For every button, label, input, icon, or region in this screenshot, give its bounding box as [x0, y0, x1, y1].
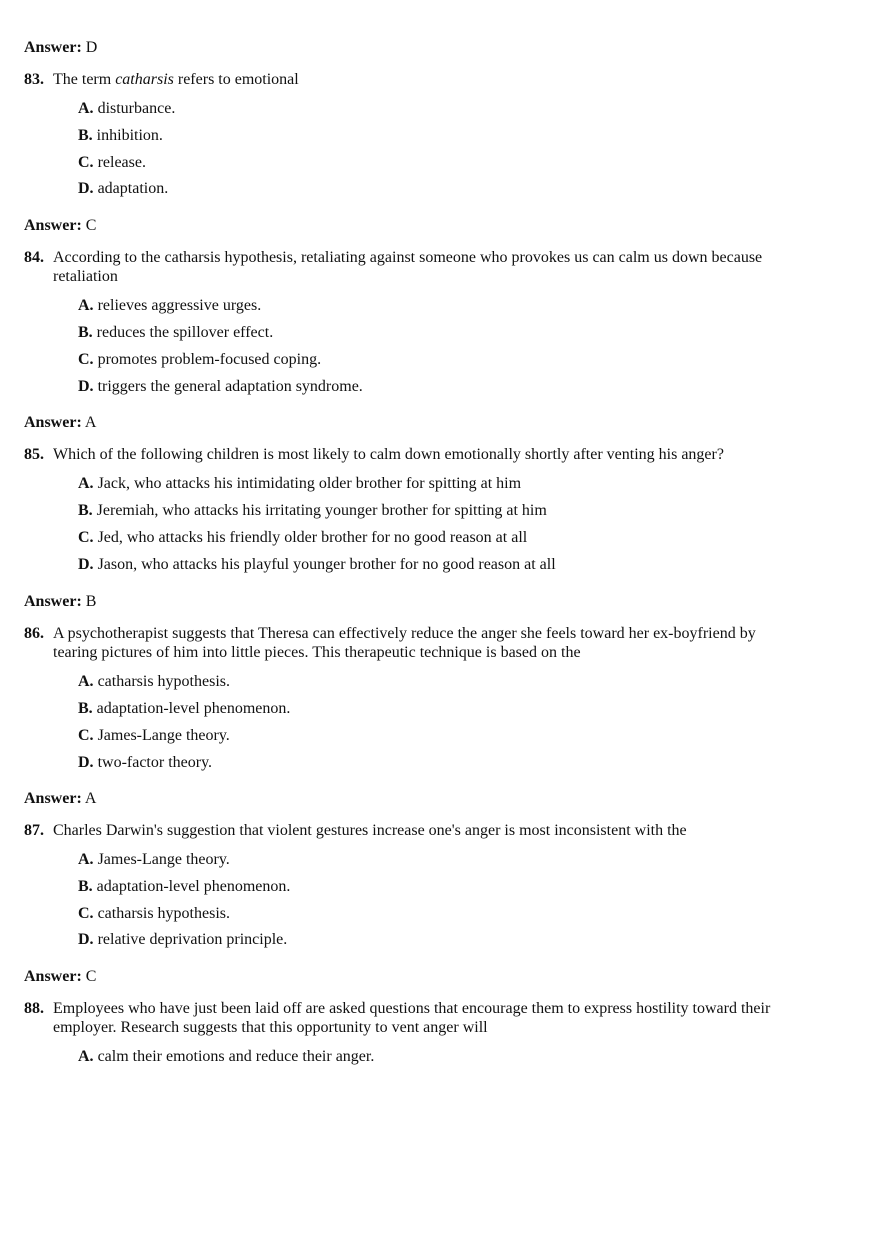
option-b	[78, 877, 290, 896]
answer-line	[24, 216, 96, 235]
answer-value: B	[85, 593, 97, 610]
option-b	[78, 323, 273, 342]
question-text: Employees who have just been laid off are asked questions that encourage them to express hostility toward their	[53, 1000, 771, 1017]
question-text: The term	[53, 71, 116, 88]
option-letter: A.	[78, 100, 94, 117]
option-letter: A.	[78, 673, 94, 690]
answer-value: C	[85, 217, 97, 234]
question-87	[24, 821, 869, 840]
option-letter: D.	[78, 180, 94, 197]
option-text: adaptation-level phenomenon.	[96, 700, 291, 717]
option-letter: C.	[78, 154, 94, 171]
option-text: two-factor theory.	[97, 754, 213, 771]
question-text: Charles Darwin's suggestion that violent gestures increase one's anger is most inconsistent with the	[53, 822, 687, 839]
question-number: 83.	[24, 71, 44, 88]
option-b	[78, 501, 547, 520]
option-a	[78, 296, 261, 315]
option-letter: B.	[78, 502, 93, 519]
answer-value: A	[84, 414, 97, 431]
option-text: adaptation-level phenomenon.	[96, 878, 291, 895]
question-number: 87.	[24, 822, 44, 839]
option-c	[78, 528, 527, 547]
question-text: According to the catharsis hypothesis, retaliating against someone who provokes us can calm us down because	[53, 249, 763, 266]
answer-line	[24, 789, 96, 808]
option-d	[78, 930, 287, 949]
option-letter: D.	[78, 556, 94, 573]
question-84-line-2	[24, 267, 869, 286]
option-c	[78, 904, 230, 923]
option-text: calm their emotions and reduce their anger.	[97, 1048, 375, 1065]
option-text: catharsis hypothesis.	[97, 673, 230, 690]
question-text: A psychotherapist suggests that Theresa can effectively reduce the anger she feels toward her ex-boyfriend by	[53, 625, 756, 642]
question-text-continued: employer. Research suggests that this opportunity to vent anger will	[53, 1019, 488, 1036]
option-letter: B.	[78, 700, 93, 717]
answer-line	[24, 413, 96, 432]
option-text: promotes problem-focused coping.	[97, 351, 322, 368]
option-c	[78, 726, 230, 745]
option-text: catharsis hypothesis.	[97, 905, 230, 922]
answer-label: Answer:	[24, 593, 82, 610]
option-a	[78, 672, 230, 691]
question-number: 84.	[24, 249, 44, 266]
option-letter: C.	[78, 727, 94, 744]
question-text-continued: refers to emotional	[173, 71, 299, 88]
option-text: triggers the general adaptation syndrome.	[97, 378, 363, 395]
option-text: adaptation.	[97, 180, 169, 197]
question-83	[24, 70, 869, 89]
option-letter: C.	[78, 905, 94, 922]
option-text: release.	[97, 154, 146, 171]
option-a	[78, 850, 230, 869]
option-text: Jeremiah, who attacks his irritating younger brother for spitting at him	[96, 502, 547, 519]
option-letter: D.	[78, 378, 94, 395]
question-84	[24, 248, 869, 267]
option-text: James-Lange theory.	[97, 727, 230, 744]
answer-label: Answer:	[24, 414, 82, 431]
option-letter: B.	[78, 878, 93, 895]
question-88-line-2	[24, 1018, 869, 1037]
answer-line	[24, 967, 96, 986]
option-text: reduces the spillover effect.	[96, 324, 274, 341]
option-letter: C.	[78, 529, 94, 546]
option-text: disturbance.	[97, 100, 176, 117]
question-text: Which of the following children is most likely to calm down emotionally shortly after venting his anger?	[53, 446, 724, 463]
answer-label: Answer:	[24, 968, 82, 985]
answer-label: Answer:	[24, 39, 82, 56]
question-86-line-2	[24, 643, 869, 662]
option-letter: A.	[78, 1048, 94, 1065]
question-text-continued: tearing pictures of him into little pieces. This therapeutic technique is based on the	[53, 644, 581, 661]
question-number: 88.	[24, 1000, 44, 1017]
option-letter: D.	[78, 754, 94, 771]
answer-label: Answer:	[24, 217, 82, 234]
option-d	[78, 753, 212, 772]
question-number: 86.	[24, 625, 44, 642]
option-letter: C.	[78, 351, 94, 368]
option-b	[78, 699, 290, 718]
option-text: inhibition.	[96, 127, 163, 144]
option-d	[78, 377, 363, 396]
option-b	[78, 126, 163, 145]
option-letter: B.	[78, 127, 93, 144]
option-text: Jason, who attacks his playful younger brother for no good reason at all	[97, 556, 556, 573]
question-85	[24, 445, 869, 464]
question-text-continued: retaliation	[53, 268, 118, 285]
option-text: Jack, who attacks his intimidating older brother for spitting at him	[97, 475, 522, 492]
question-88	[24, 999, 869, 1018]
option-a	[78, 474, 521, 493]
option-text: Jed, who attacks his friendly older brother for no good reason at all	[97, 529, 528, 546]
option-text: relieves aggressive urges.	[97, 297, 262, 314]
option-letter: A.	[78, 475, 94, 492]
option-text: relative deprivation principle.	[97, 931, 288, 948]
question-emphasis: catharsis	[115, 71, 174, 88]
question-86	[24, 624, 869, 643]
option-letter: A.	[78, 297, 94, 314]
option-letter: D.	[78, 931, 94, 948]
answer-value: D	[85, 39, 98, 56]
option-letter: B.	[78, 324, 93, 341]
option-text: James-Lange theory.	[97, 851, 230, 868]
option-letter: A.	[78, 851, 94, 868]
answer-line	[24, 592, 96, 611]
answer-value: C	[85, 968, 97, 985]
answer-line	[24, 38, 97, 57]
answer-label: Answer:	[24, 790, 82, 807]
question-number: 85.	[24, 446, 44, 463]
option-c	[78, 153, 146, 172]
option-d	[78, 555, 556, 574]
answer-value: A	[84, 790, 97, 807]
option-a	[78, 99, 175, 118]
option-d	[78, 179, 168, 198]
option-a	[78, 1047, 374, 1066]
option-c	[78, 350, 321, 369]
